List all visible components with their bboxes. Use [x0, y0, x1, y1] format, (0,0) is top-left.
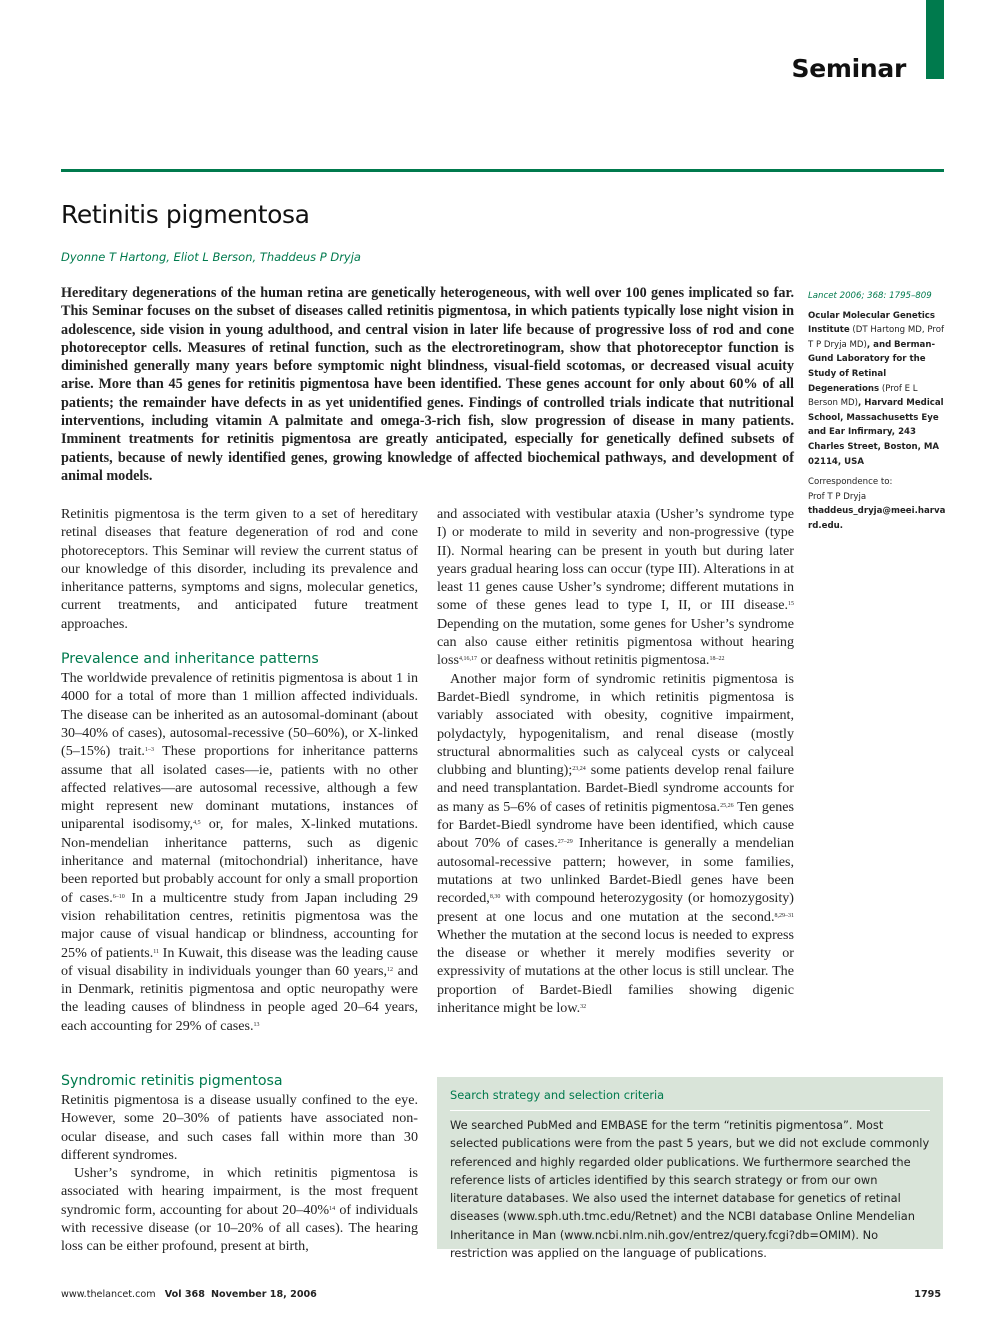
reference-marker: 11	[153, 948, 160, 955]
reference-marker: 14	[329, 1205, 336, 1212]
heading-prevalence: Prevalence and inheritance patterns	[61, 651, 319, 668]
text-run: with compound heterozygosity (or homozygosity) present at one locus and one mutation at the second.	[437, 890, 794, 925]
text-run: Inheritance is generally a mendelian autosomal-recessive pattern; however, in some families, mutations at two unlinked Bardet-Biedl genes have been recorded,	[437, 835, 794, 907]
heading-syndromic: Syndromic retinitis pigmentosa	[61, 1073, 283, 1089]
reference-marker: 15	[788, 601, 794, 608]
affiliation-conjunction: , and	[866, 339, 892, 350]
reference-marker: 6–10	[112, 893, 125, 900]
syndromic-paragraph: Retinitis pigmentosa is a disease usually confined to the eye. However, some 20–30% of patients have associated non-ocular disease, and such cases fall within more than 30 different syndromes.	[61, 1092, 418, 1163]
body-column-left	[61, 505, 418, 1035]
section-marker-bar	[926, 0, 944, 79]
text-run: Another major form of syndromic retinitis pigmentosa is Bardet-Biedl syndrome, in which retinitis pigmentosa is variably associated with obesity, cognitive impairment, polydactyly, hypogenitalism, and renal disease (mostly structural abnormalities such as calyceal cysts or calyceal clubbing and blunting);	[437, 670, 794, 779]
text-run: Depending on the mutation, some genes for Usher’s syndrome can also cause either retinitis pigmentosa without hearing loss	[437, 615, 794, 669]
page-number: 1795	[914, 1289, 941, 1300]
text-run: In a multicentre study from Japan including 29 vision rehabilitation centres, retinitis pigmentosa was the major cause of visual handicap or blindness, accounting for 25% of patients.	[61, 889, 418, 961]
reference-marker: 12	[387, 966, 394, 973]
author-list: Dyonne T Hartong, Eliot L Berson, Thaddeus P Dryja	[61, 250, 361, 264]
body-column-right	[437, 505, 794, 1017]
reference-marker: 25,26	[720, 802, 734, 809]
reference-marker: 27–29	[557, 839, 573, 846]
text-run: Whether the mutation at the second locus is needed to express the disease or whether it merely modifies severity or expressivity of mutations at the other locus is still unclear. The proportion of Bardet-Biedl families showing digenic inheritance might be low.	[437, 926, 794, 1017]
reference-marker: 13	[253, 1021, 260, 1028]
text-run: Ten genes for Bardet-Biedl syndrome have been identified, which cause about 70% of cases.	[437, 798, 794, 852]
text-run: or, for males, X-linked mutations. Non-mendelian inheritance patterns, such as digenic inheritance and maternal (mitochondrial) inheritance, have been reported but probably account for only a small proportion of cases.	[61, 816, 418, 906]
affiliation-1-people: (DT Hartong MD, Prof T P Dryja MD)	[808, 325, 945, 350]
journal-url[interactable]: www.thelancet.com	[61, 1289, 156, 1300]
footer-left	[61, 1289, 317, 1300]
search-strategy-text: We searched PubMed and EMBASE for the term “retinitis pigmentosa”. Most selected publications were from the past 5 years, but we did not exclude commonly referenced and highly regarded older publications. We furthermore searched the reference lists of articles identified by this search strategy or from our own literature databases. We also used the internet database for genetics of retinal diseases (www.sph.uth.tmc.edu/Retnet) and the NCBI database Online Mendelian Inheritance in Man (www.ncbi.nlm.nih.gov/entrez/query.fcgi?db=OMIM). No restriction was applied on the language of publications.	[450, 1118, 930, 1261]
usher-paragraph-continued	[437, 505, 794, 670]
affiliation-1-name: Ocular Molecular Genetics Institute	[808, 310, 936, 336]
affiliation-2-people: (Prof E L Berson MD)	[808, 383, 918, 409]
intro-paragraph: Retinitis pigmentosa is the term given to a set of hereditary retinal diseases that feature degeneration of rod and cone photoreceptors. This Seminar will review the current status of our knowledge of this disorder, including its prevalence and inheritance patterns, symptoms and signs, molecular genetics, current treatments, and anticipated future treatment approaches.	[61, 506, 418, 632]
correspondence-email[interactable]: thaddeus_dryja@meei.harvard.edu.	[808, 506, 946, 531]
abstract: Hereditary degenerations of the human retina are genetically heterogeneous, with well over 100 genes implicated so far. This Seminar focuses on the subset of diseases called retinitis pigmentosa, in which patients typically lose night vision in adolescence, side vision in young adulthood, and central vision in later life because of progressive loss of rod and cone photoreceptor cells. Measures of retinal function, such as the electroretinogram, show that photoreceptor function is diminished generally many years before symptomic night blindness, visual-field scotomas, or decreased visual acuity arise. More than 45 genes for retinitis pigmentosa have been identified. These genes account for only about 60% of all patients; the remainder have defects in as yet unidentified genes. Findings of controlled trials indicate that nutritional interventions, including vitamin A palmitate and omega-3-rich fish, slow progression of disease in many patients. Imminent treatments for retinitis pigmentosa are greatly anticipated, especially for genetically defined subsets of patients, because of newly identified genes, growing knowledge of affected biochemical pathways, and development of animal models.	[61, 285, 794, 484]
sidebar-notes	[808, 289, 948, 534]
volume: Vol 368	[164, 1289, 205, 1300]
usher-paragraph	[61, 1164, 418, 1255]
prevalence-paragraph	[61, 669, 418, 1035]
reference-marker: 23,24	[572, 766, 586, 773]
correspondence-name: Prof T P Dryja	[808, 491, 867, 502]
reference-marker: 4,16,17	[458, 656, 477, 663]
body-column-left-lower	[61, 1072, 418, 1255]
search-strategy-title: Search strategy and selection criteria	[450, 1088, 665, 1102]
reference-marker: 32	[580, 1004, 587, 1011]
bardet-biedl-paragraph	[437, 670, 794, 1018]
text-run: In Kuwait, this disease was the leading cause of visual disability in individuals younger than 60 years,	[61, 944, 419, 979]
reference-marker: 1–3	[144, 747, 154, 754]
text-run: These proportions for inheritance patterns assume that all isolated cases—ie, patients with no other affected relatives—are autosomal recessive, although a few might represent new dominant mutations, instances of uniparental isodisomy,	[61, 743, 418, 833]
usher-continuation: and associated with vestibular ataxia (Usher’s syndrome type I) or moderate to mild in severity and non-progressive (type II). Normal hearing can be present in youth but during later years gradual hearing loss can occur (type III). Alterations in at least 11 genes cause Usher’s syndrome; different mutations in some of these genes lead to type I, II, or III disease.	[437, 506, 794, 614]
reference-marker: 8,29–31	[774, 912, 794, 919]
reference-marker: 8,30	[489, 894, 501, 901]
reference-marker: 4,5	[193, 820, 201, 827]
text-run: Usher’s syndrome, in which retinitis pigmentosa is associated with hearing impairment, is the most frequent syndromic form, accounting for about 20–40%	[61, 1165, 418, 1218]
panel-divider	[450, 1110, 930, 1111]
section-label: Seminar	[791, 54, 906, 83]
citation: Lancet 2006; 368: 1795–809	[808, 291, 932, 301]
article-title: Retinitis pigmentosa	[61, 200, 310, 229]
issue-date: November 18, 2006	[210, 1289, 317, 1300]
affiliations	[808, 309, 948, 470]
text-run: or deafness without retinitis pigmentosa.	[476, 652, 710, 669]
correspondence-label: Correspondence to:	[808, 477, 893, 488]
text-run: The worldwide prevalence of retinitis pigmentosa is about 1 in 4000 for a total of more than 1 million affected individuals. The disease can be inherited as an autosomal-dominant (about 30–40% of cases), autosomal-recessive (50–60%), or X-linked (5–15%) trait.	[61, 670, 418, 760]
affiliation-2-name: Berman-Gund Laboratory for the Study of Retinal Degenerations	[808, 339, 936, 394]
affiliation-2-address: , Harvard Medical School, Massachusetts Eye and Ear Infirmary, 243 Charles Street, Boston, MA 02114, USA	[808, 398, 944, 467]
reference-marker: 18–22	[709, 656, 725, 663]
text-run: and in Denmark, retinitis pigmentosa and optic neuropathy were the leading causes of blindness in people aged 20–64 years, each accounting for 29% of cases.	[61, 962, 418, 1034]
text-run: some patients develop renal failure and need transplantation. Bardet-Biedl syndrome accounts for as many as 5–6% of cases of retinitis pigmentosa.	[437, 762, 795, 815]
header-rule	[61, 169, 944, 172]
usher-paragraph-start: of individuals with recessive disease (or 10–20% of all cases). The hearing loss can be either profound, present at birth,	[61, 1201, 418, 1255]
